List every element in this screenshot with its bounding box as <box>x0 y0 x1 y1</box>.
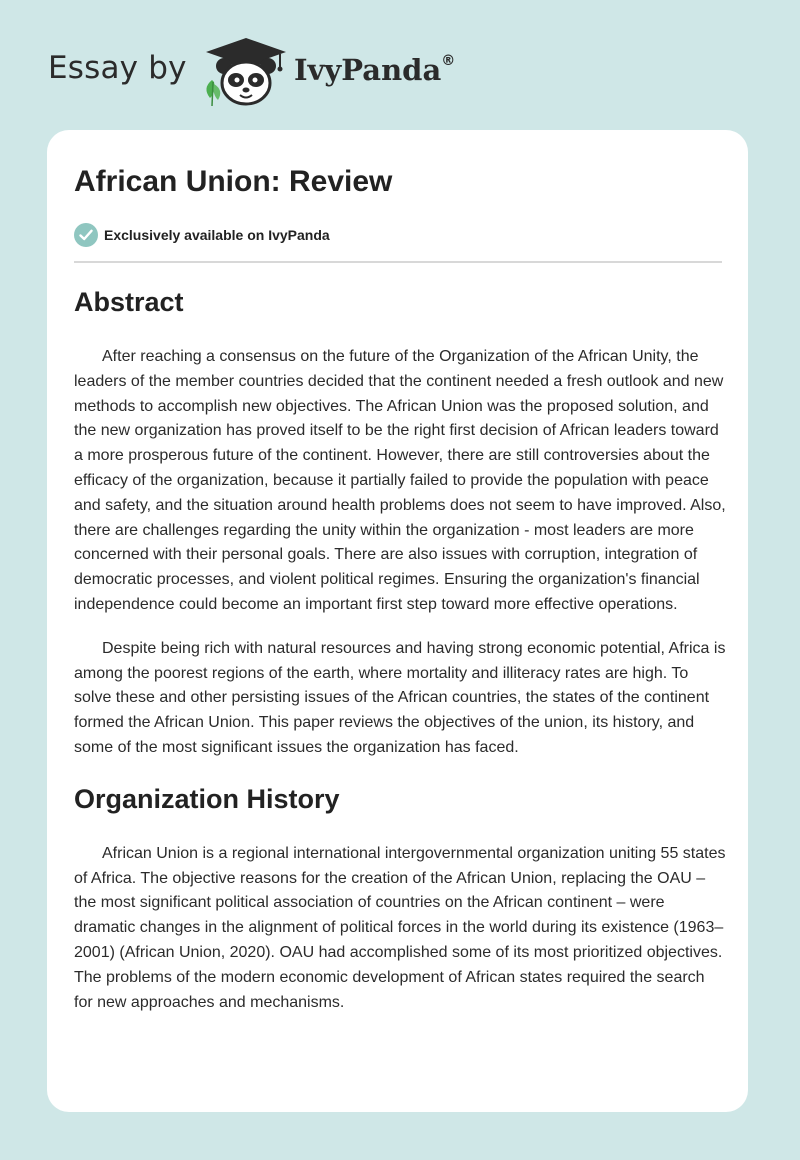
paragraph: African Union is a regional international intergovernmental organization uniting 55 states of Africa. The objective reasons for the creation of the African Union, replacing the OAU – the most significant political association of countries on the African continent – were dramatic changes in the alignment of political forces in the world during its existence (1963–2001) (African Union, 2020). OAU had accomplished some of its most prioritized objectives. The problems of the modern economic development of African states required the search for new approaches and mechanisms. <box>74 844 726 1011</box>
brand-text: IvyPanda <box>294 53 442 87</box>
check-icon <box>74 223 98 247</box>
badge-text: Exclusively available on IvyPanda <box>104 227 330 243</box>
paragraph: After reaching a consensus on the future of the Organization of the African Unity, the leaders of the member countries decided that the continent needed a fresh outlook and new methods to accomplish new objectives. The African Union was the proposed solution, and the new organization has proved itself to be the right first decision of African leaders toward a more prosperous future of the continent. However, there are still controversies about the efficacy of the organization, because it partially failed to provide the population with peace and safety, and the situation around health problems does not seem to have improved. Also, there are challenges regarding the unity within the organization - most leaders are more concerned with their personal goals. There are also issues with corruption, integration of democratic processes, and violent political regimes. Ensuring the organization's financial independence could become an important first step toward more effective operations. <box>74 348 726 613</box>
divider <box>74 261 722 263</box>
panda-graduate-icon[interactable] <box>200 36 292 108</box>
article-card <box>47 130 748 1112</box>
registered-mark: ® <box>441 53 456 70</box>
page-title: African Union: Review <box>74 165 393 198</box>
exclusive-badge <box>74 222 330 248</box>
paragraph: Despite being rich with natural resources and having strong economic potential, Africa is among the poorest regions of the earth, where mortality and illiteracy rates are high. To solve these and other persisting issues of the African countries, the states of the continent formed the African Union. This paper reviews the objectives of the union, its history, and some of the most significant issues the organization has faced. <box>74 639 726 756</box>
article-body <box>74 278 726 1015</box>
site-header <box>0 0 800 130</box>
essay-by-label: Essay by <box>48 50 187 86</box>
section-heading-abstract: Abstract <box>74 287 184 317</box>
section-heading-organization-history: Organization History <box>74 783 340 814</box>
brand-name[interactable] <box>294 53 455 87</box>
